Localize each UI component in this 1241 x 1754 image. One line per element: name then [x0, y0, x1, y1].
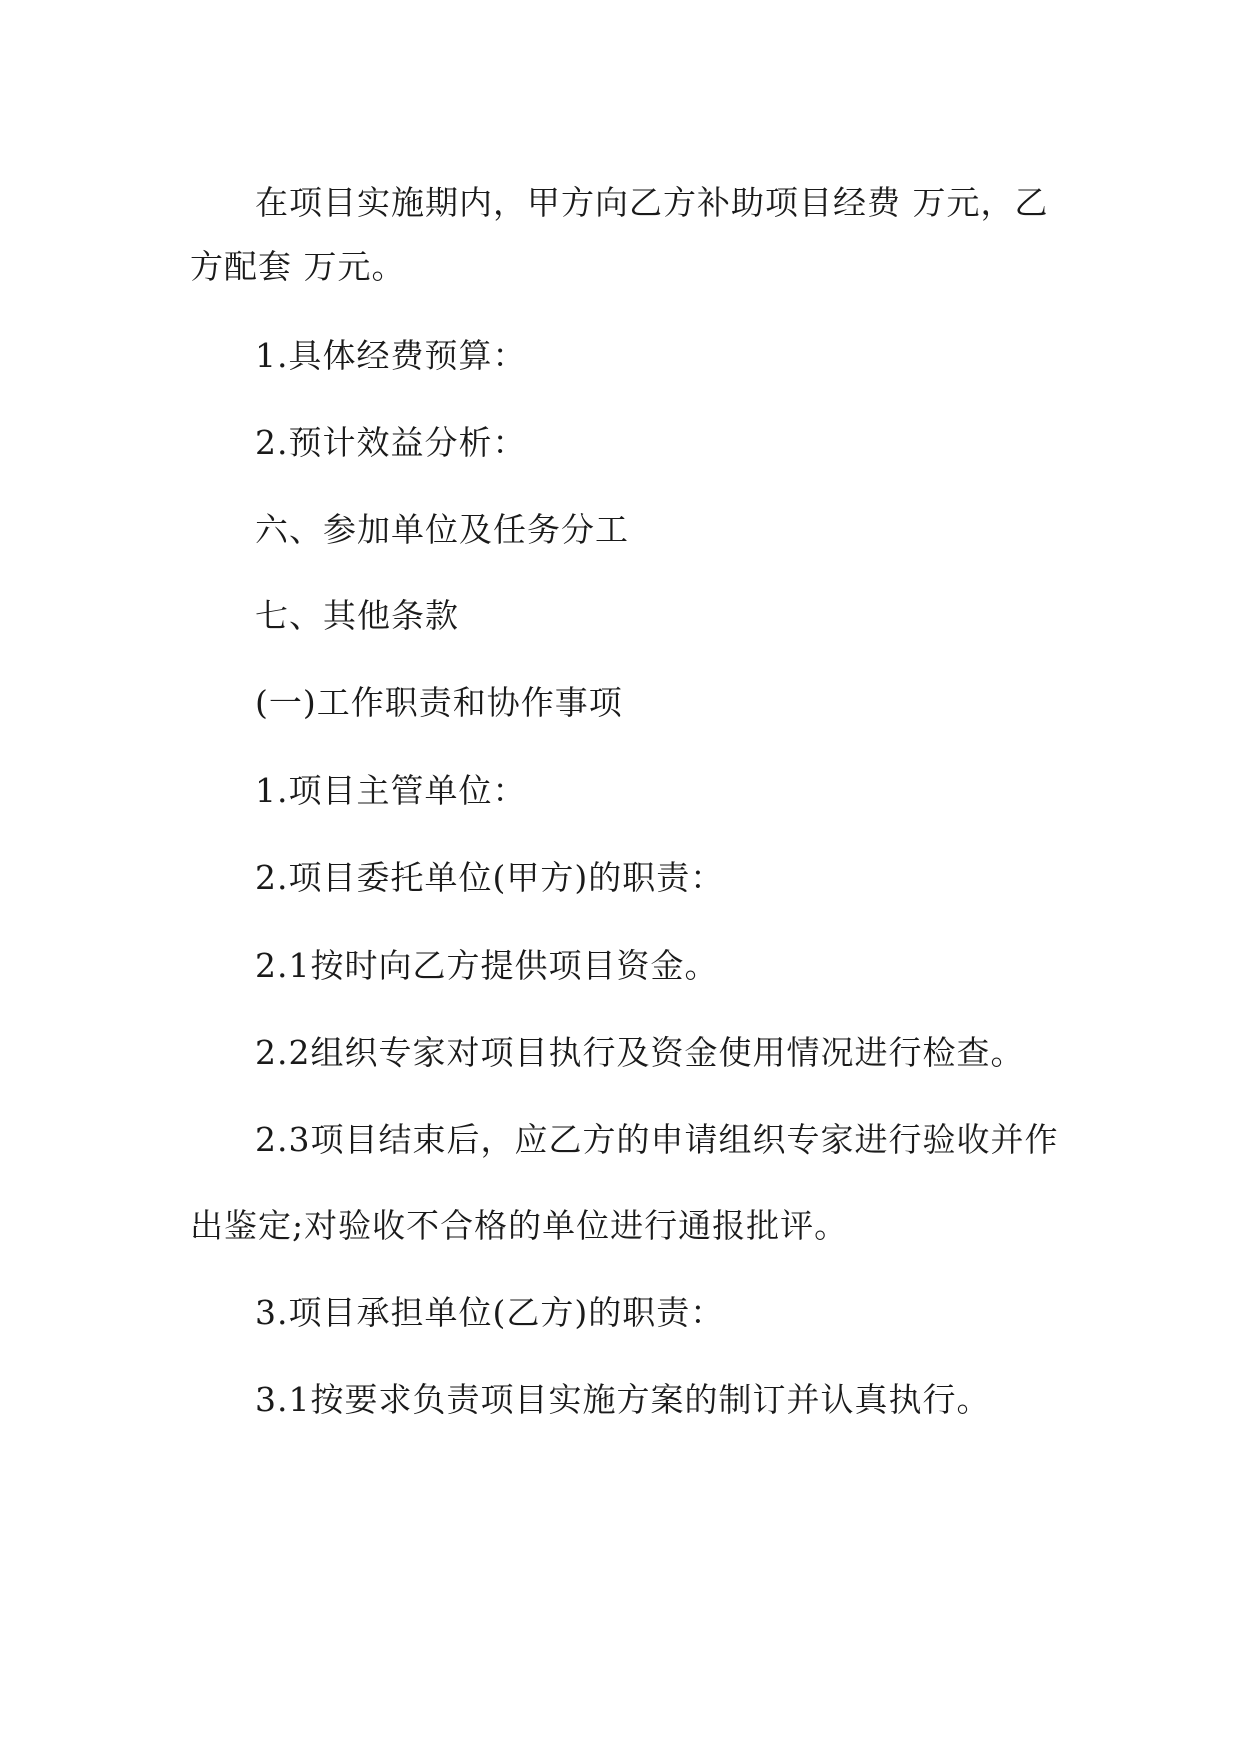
paragraph-funding-line-2: 方配套 万元。: [190, 247, 406, 286]
item-2-3-line-2: 出鉴定;对验收不合格的单位进行通报批评。: [190, 1206, 849, 1245]
item-party-a-duties: 2.项目委托单位(甲方)的职责：: [255, 858, 725, 897]
item-2-1: 2.1按时向乙方提供项目资金。: [255, 946, 719, 985]
item-3-1: 3.1按要求负责项目实施方案的制订并认真执行。: [255, 1380, 991, 1419]
item-2-3-line-1: 2.3项目结束后，应乙方的申请组织专家进行验收并作: [255, 1120, 1059, 1159]
section-heading-6: 六、参加单位及任务分工: [255, 510, 629, 549]
item-party-b-duties: 3.项目承担单位(乙方)的职责：: [255, 1293, 725, 1332]
section-heading-7: 七、其他条款: [255, 596, 459, 635]
item-benefit-analysis: 2.预计效益分析：: [255, 423, 527, 462]
item-2-2: 2.2组织专家对项目执行及资金使用情况进行检查。: [255, 1033, 1025, 1072]
subsection-heading-1: (一)工作职责和协作事项: [255, 683, 623, 722]
item-supervising-unit: 1.项目主管单位：: [255, 771, 527, 810]
item-budget: 1.具体经费预算：: [255, 336, 527, 375]
paragraph-funding-line-1: 在项目实施期内，甲方向乙方补助项目经费 万元，乙: [255, 183, 1049, 222]
